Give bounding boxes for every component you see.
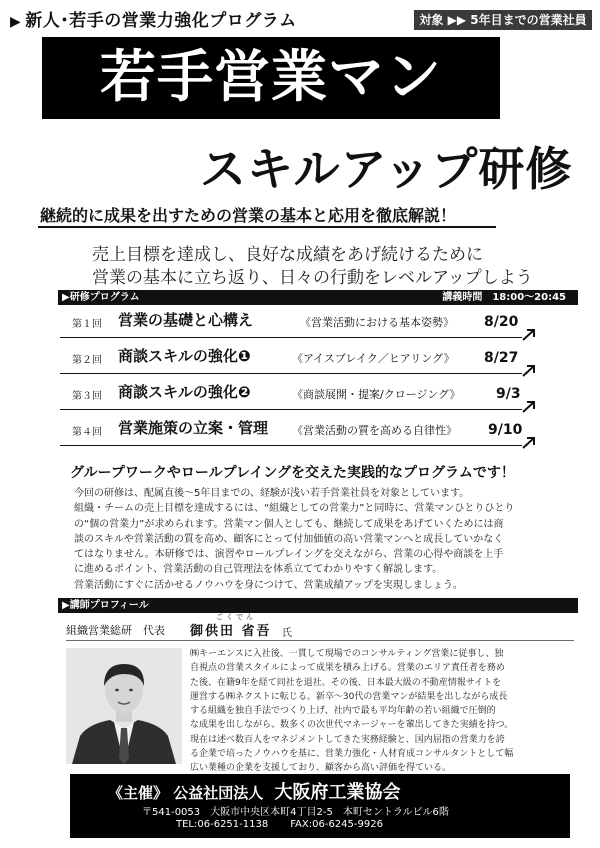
triangle-icon: ▶	[10, 14, 22, 30]
tagline-underline	[38, 226, 496, 228]
session-number: 第３回	[72, 391, 102, 402]
target-badge: 対象 ▶▶ 5年目までの営業社員	[414, 10, 592, 30]
session-name: 商談スキルの強化❶	[118, 347, 251, 365]
description-line: 営業活動にすぐに活かせるノウハウを身につけて、営業成績アップを実現しましょう。	[74, 579, 463, 591]
session-desc: 《営業活動の質を高める自律性》	[292, 424, 457, 437]
program-note: グループワークやロールプレイングを交えた実践的なプログラムです！	[70, 465, 515, 481]
arrow-icon	[522, 436, 536, 450]
session-row	[60, 410, 540, 446]
organizer-line	[108, 778, 401, 804]
session-desc: 《アイスブレイク／ヒアリング》	[292, 352, 455, 365]
session-name: 営業の基礎と心構え	[118, 311, 254, 329]
session-number: 第４回	[72, 427, 102, 438]
main-title: 若手営業マン	[42, 37, 500, 119]
host-label: 《主催》	[108, 784, 169, 802]
instructor-honorific: 氏	[282, 628, 292, 639]
bio-line: 自視点の営業スタイルによって成果を積み上げる。営業のエリア責任者を務め	[190, 663, 505, 674]
subtitle	[10, 6, 297, 31]
host-type: 公益社団法人	[173, 784, 264, 802]
bio-line: な成果を出しながら、数多くの次世代マネージャーを輩出してきた実績を持つ。	[190, 720, 514, 731]
session-date: 8/27	[484, 350, 519, 366]
instructor-ruby: ごくでん	[216, 613, 256, 621]
organizer-contact	[176, 819, 383, 830]
session-row	[60, 338, 540, 374]
instructor-photo	[66, 648, 182, 764]
session-number: 第１回	[72, 319, 102, 330]
description-line: 今回の研修は、配属直後～5年目までの、経験が浅い若手営業社員を対象としています。	[74, 488, 470, 499]
bio-line: た後、在籍9年を経て同社を退社。その後、日本最大級の不動産情報サイトを	[190, 677, 502, 688]
organizer-footer	[70, 774, 570, 838]
bio-line: る企業で培ったノウハウを基に、営業力強化・人材育成コンサルタントとして幅	[190, 749, 514, 760]
instructor-name: 御供田 省吾	[190, 624, 272, 639]
description-line: 談のスキルや営業活動の質を高め、顧客にとって付加価値の高い営業マンへと成長していかなく	[74, 533, 504, 545]
bio-line: ㈱キーエンスに入社後、一貫して現場でのコンサルティング営業に従事し、独	[190, 649, 504, 659]
subtitle-text: 新人･若手の営業力強化プログラム	[25, 11, 297, 31]
instructor-section-bar	[58, 598, 578, 613]
bio-line: 広い業種の企業を支援しており、顧客から高い評価を得ている。	[190, 763, 452, 774]
description-line: の“個の営業力”が求められます。営業マン個人としても、継続して成果をあげていくためには商	[74, 518, 504, 530]
lead-line-2: 営業の基本に立ち返り、日々の行動をレベルアップしよう	[92, 268, 533, 288]
second-title: スキルアップ研修	[200, 142, 573, 196]
description-line: てはなりません。本研修では、演習やロールプレイングを交えながら、営業の心得や商談を上手	[74, 549, 504, 561]
tagline: 継続的に成果を出すための営業の基本と応用を徹底解説！	[40, 206, 457, 225]
instructor-org: 組織営業総研 代表	[66, 624, 165, 637]
session-date: 8/20	[484, 314, 519, 330]
host-name: 大阪府工業協会	[274, 782, 401, 803]
session-row	[60, 302, 540, 338]
session-name: 商談スキルの強化❷	[118, 383, 251, 401]
program-section-label: ▶研修プログラム	[62, 292, 140, 303]
instructor-bio	[190, 647, 580, 776]
lecture-time: 講義時間 18:00～20:45	[442, 292, 566, 303]
session-name: 営業施策の立案・管理	[118, 419, 269, 437]
session-date: 9/3	[496, 386, 521, 402]
fax-number: FAX:06-6245-9926	[290, 819, 383, 830]
profile-divider	[66, 640, 574, 641]
tel-number: TEL:06-6251-1138	[176, 819, 269, 830]
bio-line: する組織を独自手法でつくり上げ、社内で最も平均年齢の若い組織で圧倒的	[190, 706, 496, 717]
portrait-image	[66, 648, 182, 764]
session-underline	[60, 445, 522, 447]
organizer-address: 〒541-0053 大阪市中央区本町4丁目2-5 本町セントラルビル6階	[142, 807, 449, 818]
instructor-section-label: ▶講師プロフィール	[62, 600, 149, 611]
session-date: 9/10	[488, 422, 523, 438]
description-line: 組織・チームの売上目標を達成するには、“組織としての営業力”と同時に、営業マンひとりひとり	[74, 503, 515, 515]
description-line: に進めるポイント、営業活動の自己管理法を体系立ててわかりやすく解説します。	[74, 564, 443, 576]
bio-line: 運営する㈱ネクストに転じる。新卒～30代の営業マンが結果を出しながら成長	[190, 691, 508, 702]
session-desc: 《営業活動における基本姿勢》	[300, 316, 454, 329]
lead-line-1: 売上目標を達成し、良好な成績をあげ続けるために	[92, 245, 483, 265]
session-number: 第２回	[72, 355, 102, 366]
session-row	[60, 374, 540, 410]
bio-line: 現在は述べ数百人をマネジメントしてきた実務経験と、国内屈指の営業力を誇	[190, 734, 505, 745]
program-description	[74, 486, 580, 593]
session-desc: 《商談展開・提案/クロージング》	[292, 388, 461, 401]
